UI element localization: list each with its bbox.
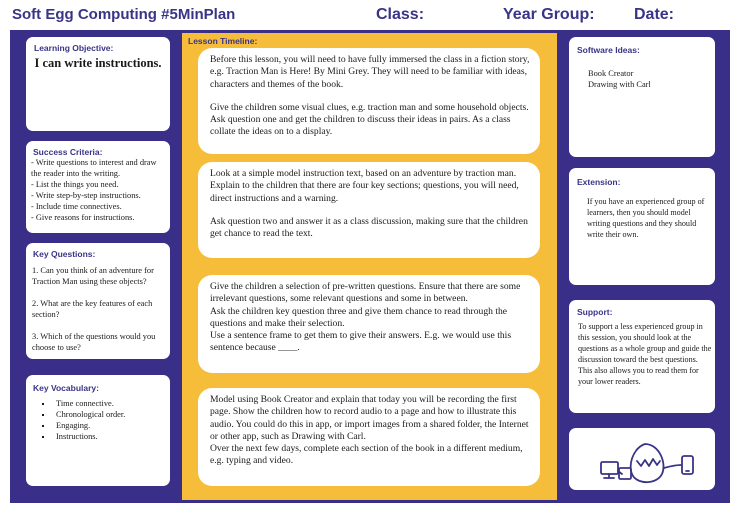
success-criteria-panel xyxy=(26,141,170,233)
support-text: To support a less experienced group in this session, you should look at the questions as a whole group and guide the discussion toward the best questions. This also allows you to read them for your lower readers. xyxy=(578,322,712,386)
support-panel xyxy=(569,300,715,413)
timeline-paragraph: Give the children some visual clues, e.g. traction man and some household objects. Ask question one and get the children to discuss their ideas in pairs. As a class collate the ideas on to a display. xyxy=(210,101,529,138)
timeline-paragraph: Look at a simple model instruction text, based on an adventure by traction man. Explain to the children that there are four key sections; questions, you will need, direct instructions and a warning. xyxy=(210,168,519,204)
extension-text: If you have an experienced group of learners, then you should model writing questions and they should write their own. xyxy=(587,197,705,239)
software-ideas-panel xyxy=(569,37,715,157)
success-criteria-item: - Give reasons for instructions. xyxy=(31,213,135,222)
key-question-item: 1. Can you think of an adventure for Traction Man using these objects? xyxy=(32,266,154,286)
learning-objective-panel xyxy=(26,37,170,131)
extension-title: Extension: xyxy=(577,177,621,187)
extension-panel xyxy=(569,168,715,285)
key-vocabulary-title: Key Vocabulary: xyxy=(33,383,99,393)
vocabulary-item: ▪ Instructions. xyxy=(53,431,170,442)
timeline-step-2 xyxy=(198,162,540,258)
key-question-item: 2. What are the key features of each section? xyxy=(32,299,153,319)
timeline-paragraph: Before this lesson, you will need to have fully immersed the class in a fiction story, e.g. Traction Man is Here! By Mini Grey. They will need to be familiar with ideas, characters and themes of the book. xyxy=(210,54,530,90)
timeline-line: Ask the children key question three and give them chance to read through the questions and make their selection. xyxy=(210,305,508,329)
key-questions-panel xyxy=(26,243,170,359)
timeline-step-4 xyxy=(198,388,540,486)
success-criteria-item: - List the things you need. xyxy=(31,180,119,189)
timeline-line: Over the next few days, complete each section of the book in a different medium, e.g. typing and video. xyxy=(210,443,523,467)
timeline-line: Model using Book Creator and explain that today you will be recording the first page. Show the children how to record audio to a page and how to illustrate this audio. You could do this in app, or import images from a shared folder, the Internet or other app, such as Drawing with Carl. xyxy=(210,394,529,442)
learning-objective-title: Learning Objective: xyxy=(34,43,114,53)
software-ideas-title: Software Ideas: xyxy=(577,45,640,55)
key-question-item: 3. Which of the questions would you choose to use? xyxy=(32,332,156,352)
devices-egg-icon xyxy=(569,428,715,490)
logo-panel xyxy=(569,428,715,490)
header xyxy=(0,0,740,32)
year-group-label: Year Group: xyxy=(503,6,595,23)
success-criteria-title: Success Criteria: xyxy=(33,147,103,157)
timeline-line: Use a sentence frame to get them to give their answers. E.g. we would use this sentence because ____. xyxy=(210,330,512,354)
class-label: Class: xyxy=(376,6,425,23)
vocabulary-item: ▪ Engaging. xyxy=(53,420,170,431)
page-title: Soft Egg Computing #5MinPlan xyxy=(12,6,236,23)
software-item: Drawing with Carl xyxy=(588,80,651,89)
success-criteria-item: - Write questions to interest and draw the reader into the writing. xyxy=(31,158,157,178)
vocabulary-item: ▪ Time connective. xyxy=(53,398,170,409)
software-item: Book Creator xyxy=(588,69,634,78)
key-vocabulary-panel xyxy=(26,375,170,486)
timeline-line: Give the children a selection of pre-written questions. Ensure that there are some irrelevant questions, some relevant questions and some in between. xyxy=(210,281,521,305)
success-criteria-item: - Include time connectives. xyxy=(31,202,122,211)
key-questions-title: Key Questions: xyxy=(33,249,96,259)
learning-objective-text: I can write instructions. xyxy=(34,56,162,70)
timeline-paragraph: Ask question two and answer it as a class discussion, making sure that the children get chance to read the text. xyxy=(210,215,528,240)
support-title: Support: xyxy=(577,307,613,317)
timeline-step-1 xyxy=(198,48,540,154)
success-criteria-item: - Write step-by-step instructions. xyxy=(31,191,141,200)
vocabulary-item: ▪ Chronological order. xyxy=(53,409,170,420)
lesson-timeline-title: Lesson Timeline: xyxy=(188,36,258,46)
timeline-step-3 xyxy=(198,275,540,373)
date-label: Date: xyxy=(634,6,675,23)
